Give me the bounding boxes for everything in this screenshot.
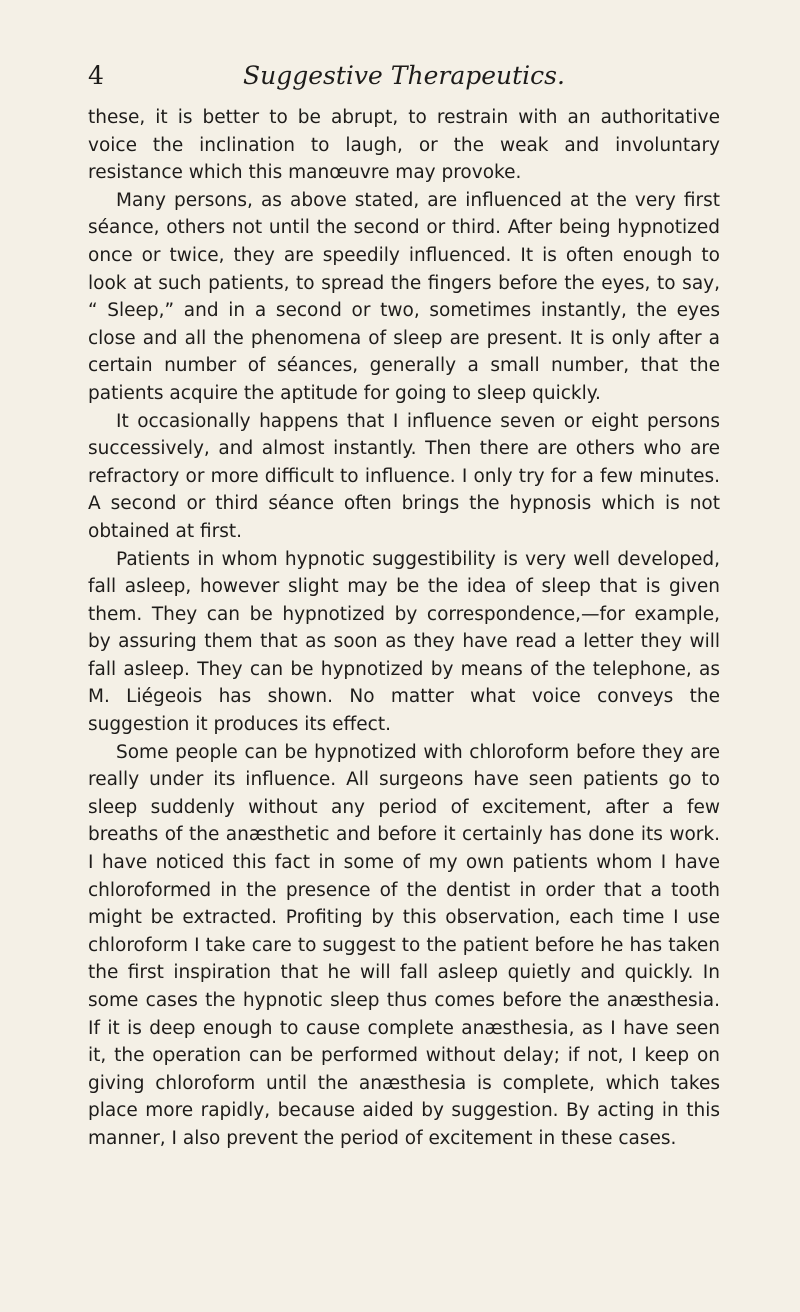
running-title: Suggestive Therapeutics. [243,61,565,90]
running-head [88,56,720,96]
body-text [88,104,720,1153]
paragraph-chloroform: Some people can be hypnotized with chloroform before they are really under its influence. All surgeons have seen patients go to sleep suddenly without any period of excitement, after a few breaths of the anæsthetic and before it certainly has done its work. I have noticed this fact in some of my own patients whom I have chloroformed in the presence of the dentist in order that a tooth might be extracted. Profiting by this observation, each time I use chloroform I take care to suggest to the patient before he has taken the first inspiration that he will fall asleep quietly and quickly. In some cases the hypnotic sleep thus comes before the anæsthesia. If it is deep enough to cause complete anæsthesia, as I have seen it, the operation can be performed without delay; if not, I keep on giving chloroform until the anæsthesia is complete, which takes place more rapidly, because aided by suggestion. By acting in this manner, I also prevent the period of excitement in these cases. [88,741,720,1149]
paragraph-suggestibility: Patients in whom hypnotic suggestibility is very well developed, fall asleep, however slight may be the idea of sleep that is given them. They can be hypnotized by correspondence,—for example, by assuring them that as soon as they have read a letter they will fall asleep. They can be hypnotized by means of the telephone, as M. Liégeois has shown. No matter what voice conveys the suggestion it produces its effect. [88,548,720,736]
page-number: 4 [88,61,104,90]
paragraph-seance-influence: Many persons, as above stated, are influenced at the very first séance, others not until the second or third. After being hypnotized once or twice, they are speedily influenced. It is often enough to look at such patients, to spread the fingers before the eyes, to say, “ Sleep,” and in a second or two, sometimes instantly, the eyes close and all the phenomena of sleep are present. It is only after a certain number of séances, generally a small number, that the patients acquire the aptitude for going to sleep quickly. [88,189,720,404]
paragraph-successive-influence: It occasionally happens that I influence seven or eight persons successively, and almost instantly. Then there are others who are refractory or more difficult to influence. I only try for a few minutes. A second or third séance often brings the hypnosis which is not obtained at first. [88,410,720,542]
paragraph-continued: these, it is better to be abrupt, to restrain with an authoritative voice the inclination to laugh, or the weak and involuntary resistance which this manœuvre may provoke. [88,107,720,184]
